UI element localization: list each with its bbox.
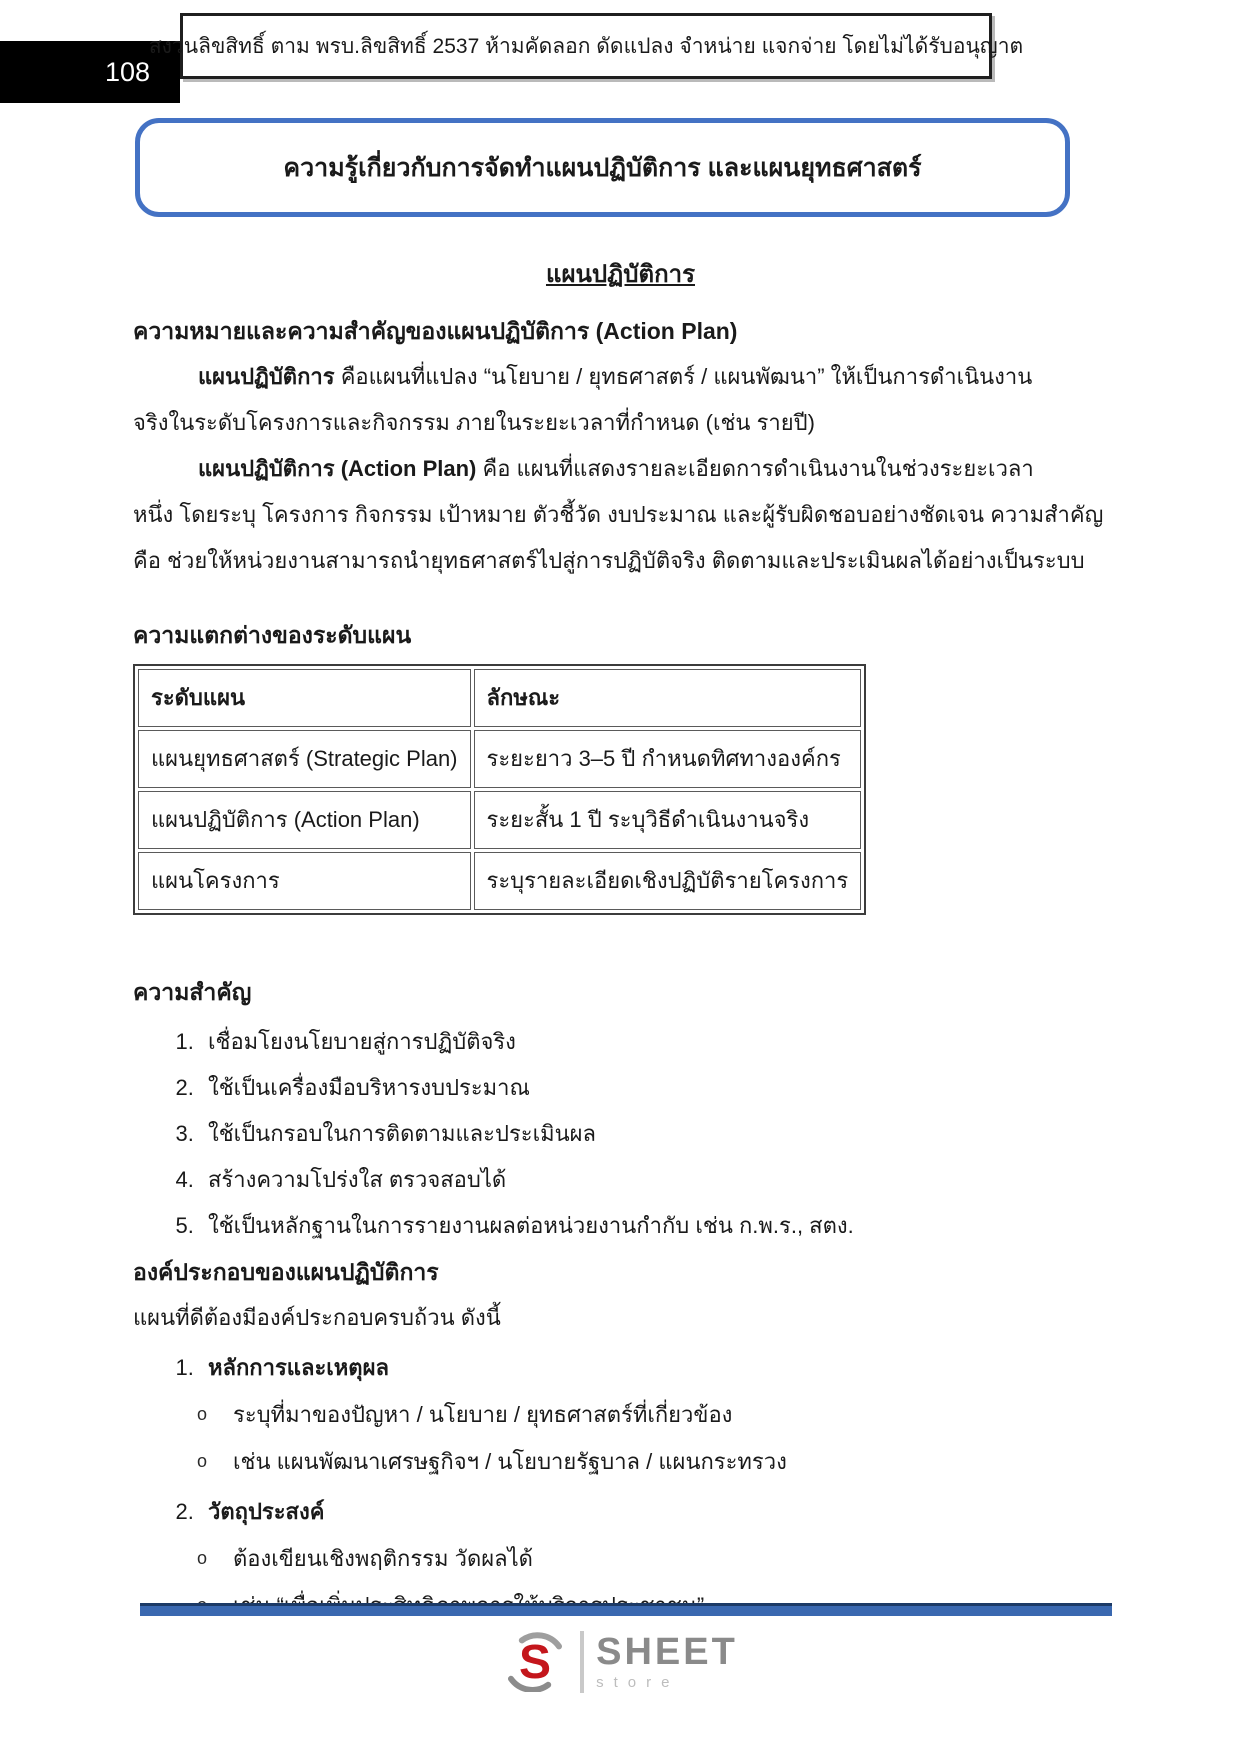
sub-list-item: o ต้องเขียนเชิงพฤติกรรม วัดผลได้ [233,1535,1108,1582]
table-header-cell: ลักษณะ [474,669,862,727]
sheet-store-logo [0,1622,1240,1702]
table-row [138,852,861,910]
paragraph-line: จริงในระดับโครงการและกิจกรรม ภายในระยะเวลาที่กำหนด (เช่น รายปี) [133,410,815,435]
importance-heading: ความสำคัญ [133,979,252,1005]
table-header-row [138,669,861,727]
plan-levels-table [133,664,866,915]
paragraph-lead: แผนปฏิบัติการ (Action Plan) [198,456,477,481]
brand-name: SHEET [596,1631,738,1673]
component-item-title: หลักการและเหตุผล [208,1355,389,1380]
table-row [138,730,861,788]
logo-text [596,1633,738,1691]
table-row [138,791,861,849]
paragraph-line [133,354,1108,400]
table-cell: ระยะสั้น 1 ปี ระบุวิธีดำเนินงานจริง [474,791,862,849]
definition-heading: ความหมายและความสำคัญของแผนปฏิบัติการ (Action Plan) [133,318,738,344]
components-heading: องค์ประกอบของแผนปฏิบัติการ [133,1259,439,1285]
paragraph-line [133,446,1108,492]
paragraph-line: หนึ่ง โดยระบุ โครงการ กิจกรรม เป้าหมาย ตัวชี้วัด งบประมาณ และผู้รับผิดชอบอย่างชัดเจน ความสำคัญ [133,502,1104,527]
table-cell: แผนโครงการ [138,852,471,910]
page-number: 108 [104,56,150,87]
sub-list-item: o ระบุที่มาของปัญหา / นโยบาย / ยุทธศาสตร์ที่เกี่ยวข้อง [233,1391,1108,1438]
component-sub-list [133,1391,1108,1485]
list-item: 2. ใช้เป็นเครื่องมือบริหารงบประมาณ [200,1065,1108,1111]
sub-list-item: o เช่น แผนพัฒนาเศรษฐกิจฯ / นโยบายรัฐบาล / แผนกระทรวง [233,1438,1108,1485]
copyright-notice: สงวนลิขสิทธิ์ ตาม พรบ.ลิขสิทธิ์ 2537 ห้ามคัดลอก ดัดแปลง จำหน่าย แจกจ่าย โดยไม่ได้รับอนุญาต [148,34,1024,58]
components-intro: แผนที่ดีต้องมีองค์ประกอบครบถ้วน ดังนี้ [133,1305,501,1330]
table-cell: แผนปฏิบัติการ (Action Plan) [138,791,471,849]
table-header-cell: ระดับแผน [138,669,471,727]
document-body [133,252,1108,1629]
section-title: แผนปฏิบัติการ [545,261,695,288]
brand-subtitle: store [596,1674,680,1691]
paragraph-line: คือ ช่วยให้หน่วยงานสามารถนำยุทธศาสตร์ไปสู่การปฏิบัติจริง ติดตามและประเมินผลได้อย่างเป็นระบบ [133,548,1085,573]
list-item: 1. เชื่อมโยงนโยบายสู่การปฏิบัติจริง [200,1019,1108,1065]
importance-list [133,1019,1108,1249]
table-cell: ระยะยาว 3–5 ปี กำหนดทิศทางองค์กร [474,730,862,788]
components-list [133,1489,1108,1535]
copyright-notice-box [148,13,1024,79]
component-item-title: วัตถุประสงค์ [208,1499,325,1524]
paragraph-lead: แผนปฏิบัติการ [198,364,335,389]
list-item: 4. สร้างความโปร่งใส ตรวจสอบได้ [200,1157,1108,1203]
table-cell: ระบุรายละเอียดเชิงปฏิบัติรายโครงการ [474,852,862,910]
document-title-box [135,118,1070,217]
list-item [200,1489,1108,1535]
list-item [200,1345,1108,1391]
table-cell: แผนยุทธศาสตร์ (Strategic Plan) [138,730,471,788]
document-title: ความรู้เกี่ยวกับการจัดทำแผนปฏิบัติการ และแผนยุทธศาสตร์ [283,153,922,182]
list-item: 3. ใช้เป็นกรอบในการติดตามและประเมินผล [200,1111,1108,1157]
logo-letter: S [519,1636,552,1690]
plan-levels-heading: ความแตกต่างของระดับแผน [133,622,412,648]
list-item: 5. ใช้เป็นหลักฐานในการรายงานผลต่อหน่วยงานกำกับ เช่น ก.พ.ร., สตง. [200,1203,1108,1249]
footer-divider-bar [140,1603,1112,1616]
components-list [133,1345,1108,1391]
sheet-store-logo-icon [502,1632,568,1692]
logo-divider [580,1631,584,1693]
paragraph-text: คือแผนที่แปลง “นโยบาย / ยุทธศาสตร์ / แผนพัฒนา” ให้เป็นการดำเนินงาน [334,364,1033,389]
paragraph-text: คือ แผนที่แสดงรายละเอียดการดำเนินงานในช่วงระยะเวลา [476,456,1034,481]
